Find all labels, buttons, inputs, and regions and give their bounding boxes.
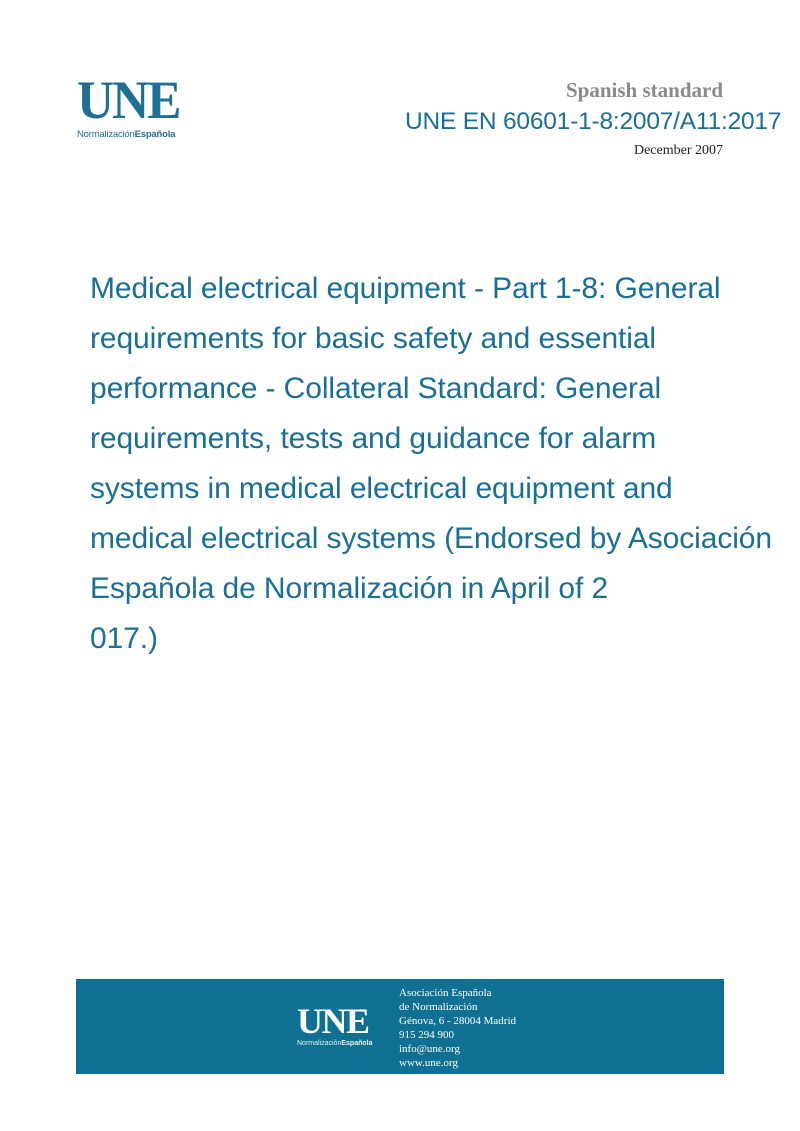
une-logo xyxy=(77,70,197,140)
title-line: requirements for basic safety and essential xyxy=(90,322,656,355)
title-line: 017.) xyxy=(90,622,158,655)
title-line: Medical electrical equipment - Part 1-8: General xyxy=(90,272,721,305)
title-line: requirements, tests and guidance for alarm xyxy=(90,422,657,455)
footer-logo-mark: UNE xyxy=(297,1001,369,1041)
email-link[interactable]: info@une.org xyxy=(399,1043,460,1055)
publication-date: December 2007 xyxy=(633,143,723,158)
phone-line: 915 294 900 xyxy=(399,1029,454,1041)
footer-logo-subtitle xyxy=(297,1040,372,1047)
logo-sub-normal: Normalización xyxy=(77,129,135,140)
organization-name-line: Asociación Española xyxy=(399,987,492,999)
website-link[interactable]: www.une.org xyxy=(399,1057,458,1069)
address-line: Génova, 6 - 28004 Madrid xyxy=(399,1015,517,1027)
standard-code: UNE EN 60601-1-8:2007/A11:2017 xyxy=(405,108,782,135)
une-logo-subtitle xyxy=(77,129,197,140)
footer-contact-info xyxy=(399,986,516,1070)
title-line: Española de Normalización in April of 2 xyxy=(90,572,609,605)
footer-une-logo xyxy=(297,1003,372,1047)
title-line: performance - Collateral Standard: General xyxy=(90,372,662,405)
document-title xyxy=(90,264,800,684)
organization-name-line: de Normalización xyxy=(399,1001,478,1013)
logo-sub-bold: Española xyxy=(134,129,176,140)
footer-logo-sub-normal: Normalización xyxy=(297,1040,342,1047)
document-kind: Spanish standard xyxy=(566,78,723,102)
header-meta xyxy=(566,78,723,103)
footer-logo-sub-bold: Española xyxy=(341,1040,373,1047)
standard-code-container xyxy=(405,108,800,136)
footer-band xyxy=(76,979,724,1074)
une-logo-mark: UNE xyxy=(77,70,180,130)
title-line: systems in medical electrical equipment and xyxy=(90,472,673,505)
title-line: medical electrical systems (Endorsed by Asociación xyxy=(90,522,772,555)
